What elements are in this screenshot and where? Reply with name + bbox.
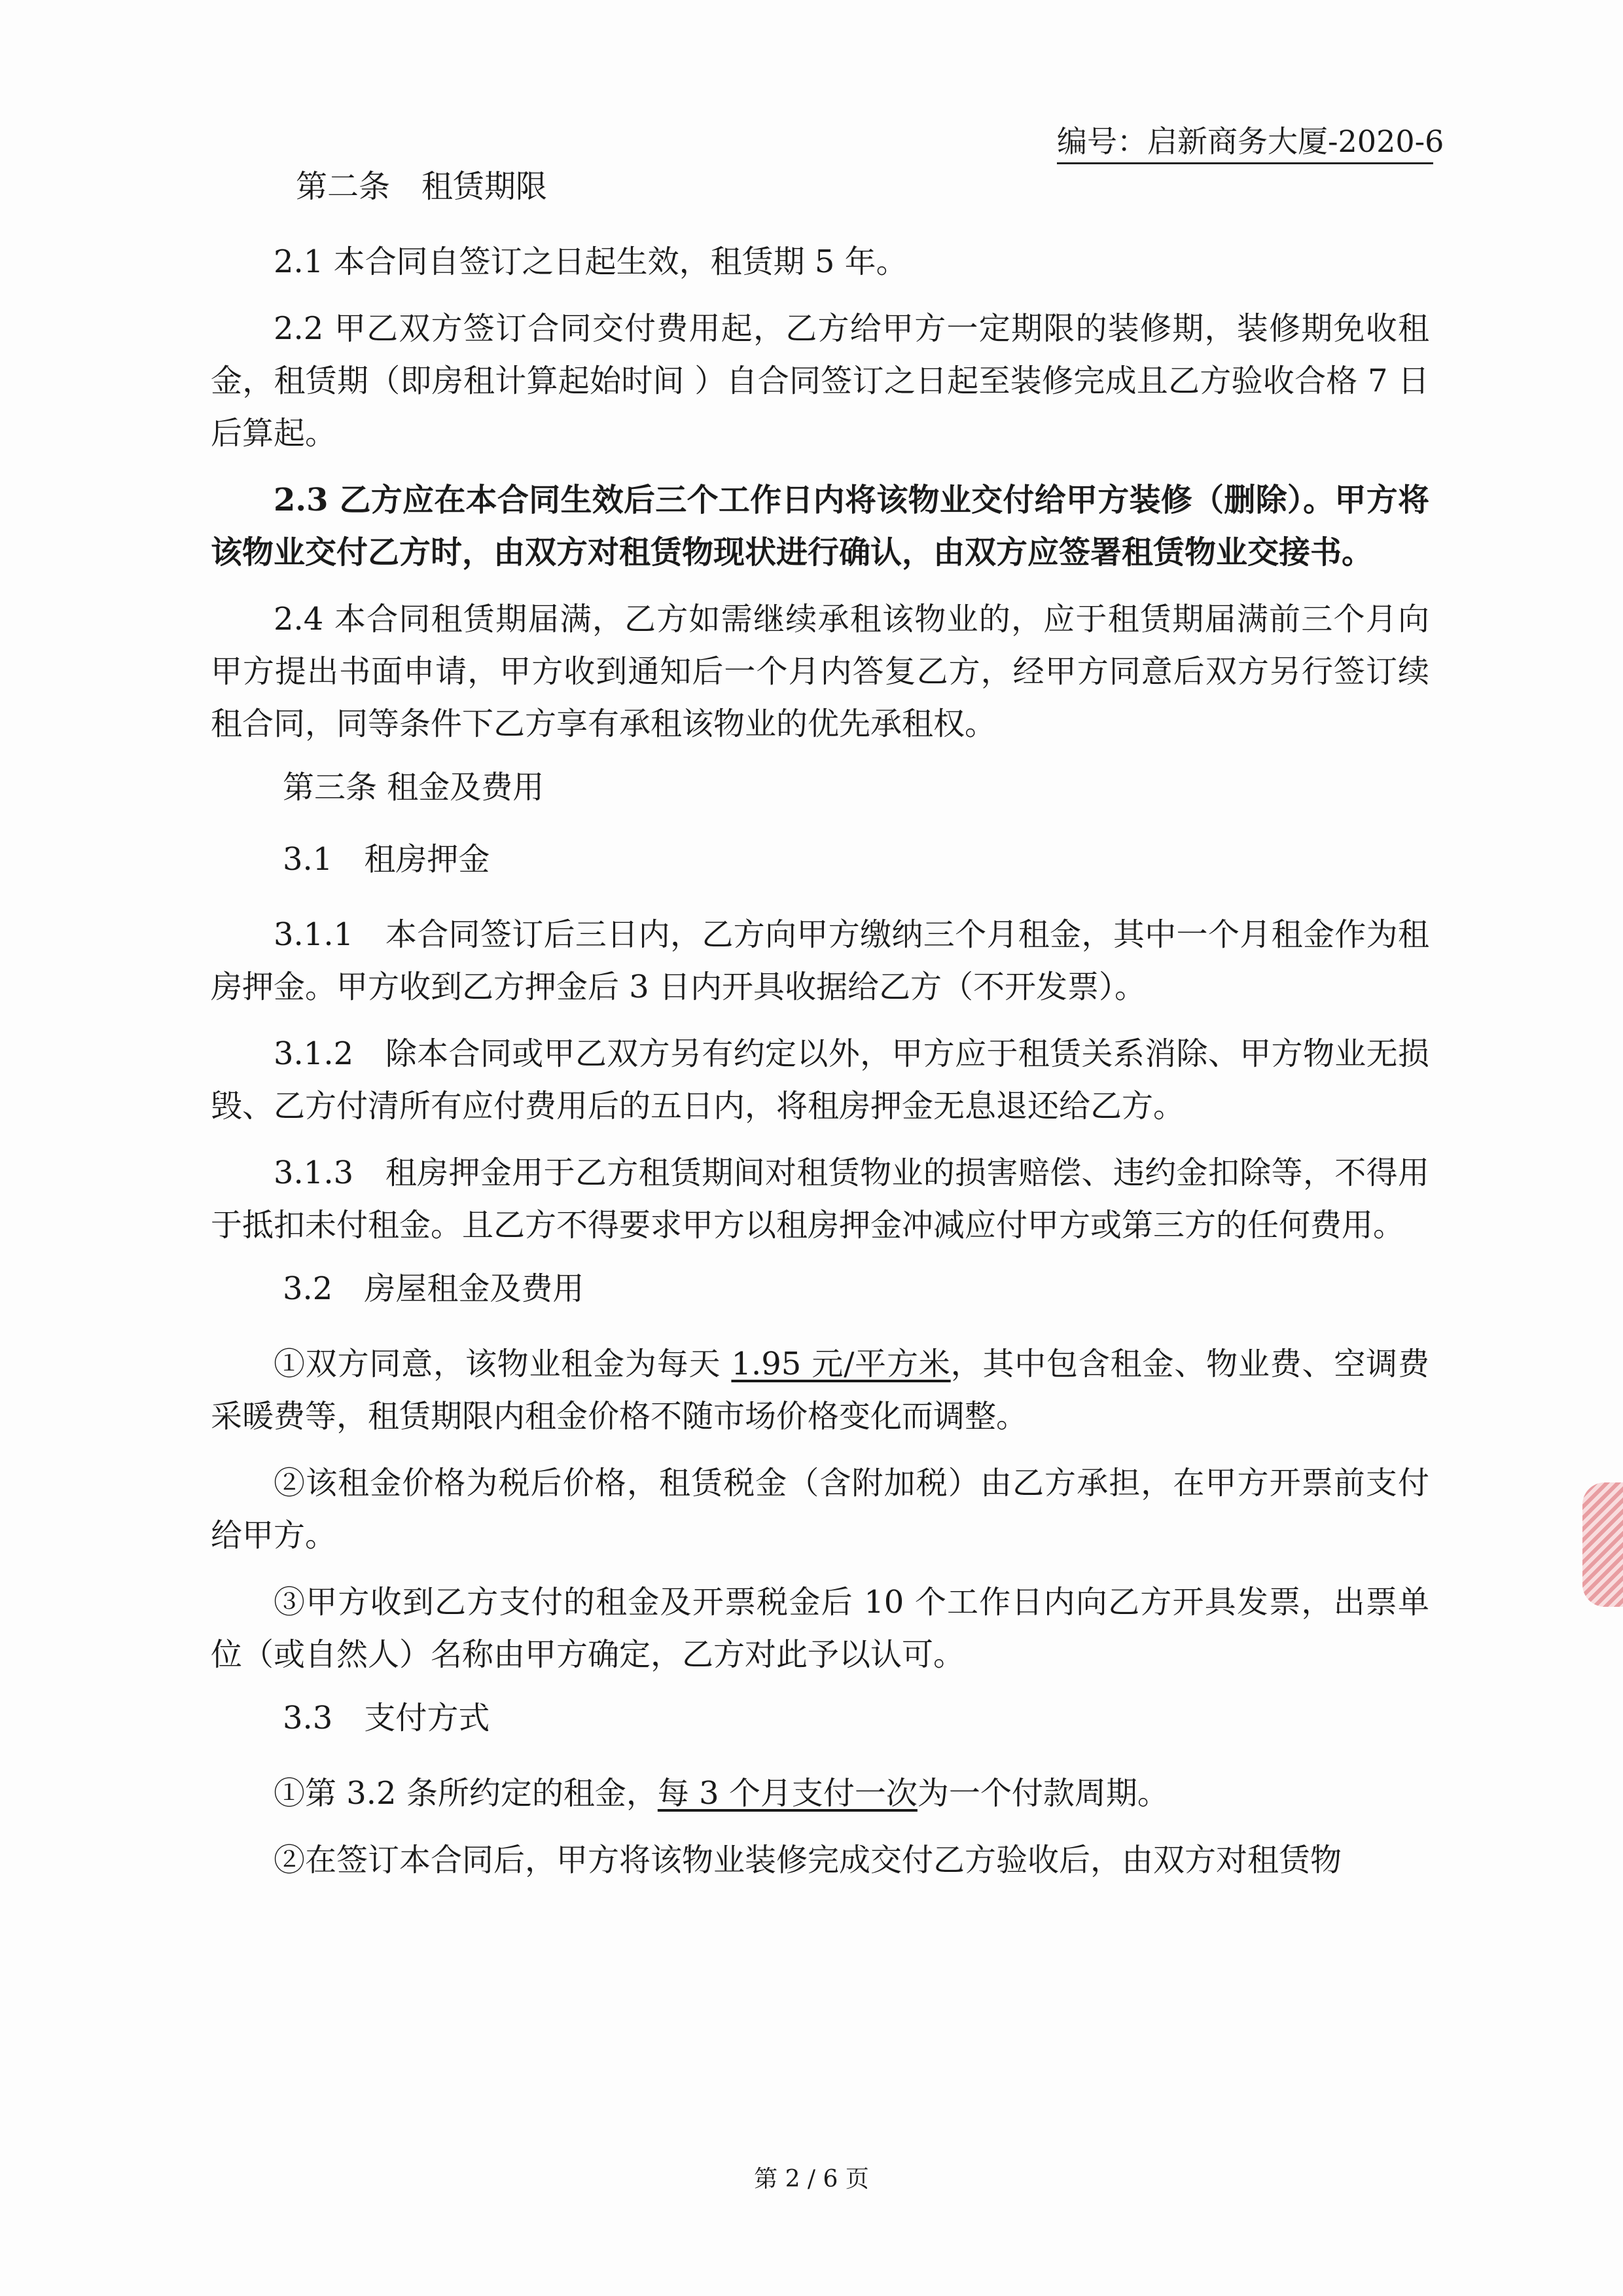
section-3-3-heading: 3.3 支付方式 bbox=[283, 1700, 490, 1736]
rent-rate-suffix: ，其中包含租金、物业费、空调费采暖费等，租赁期限内租金价格不随市场价格变化而调整。 bbox=[211, 1346, 1429, 1435]
clause-2-4: 2.4 本合同租赁期届满，乙方如需继续承租该物业的，应于租赁期届满前三个月向甲方提出书面申请，甲方收到通知后一个月内答复乙方，经甲方同意后双方另行签订续租合同，同等条件下乙方享有承租该物业的优先承租权。 bbox=[211, 601, 1429, 742]
payment-suffix: 为一个付款周期。 bbox=[917, 1775, 1169, 1812]
clause-3-2-b: ②该租金价格为税后价格，租赁税金（含附加税）由乙方承担，在甲方开票前支付给甲方。 bbox=[211, 1465, 1429, 1554]
clause-3-1-3: 3.1.3 租房押金用于乙方租赁期间对租赁物业的损害赔偿、违约金扣除等，不得用于抵扣未付租金。且乙方不得要求甲方以租房押金冲减应付甲方或第三方的任何费用。 bbox=[211, 1155, 1429, 1244]
clause-2-3: 2.3 乙方应在本合同生效后三个工作日内将该物业交付给甲方装修（删除）。甲方将该物业交付乙方时，由双方对租赁物现状进行确认，由双方应签署租赁物业交接书。 bbox=[211, 482, 1429, 571]
article-3-heading: 第三条 租金及费用 bbox=[283, 769, 544, 806]
seal-stamp-fragment bbox=[1582, 1482, 1623, 1607]
clause-2-2: 2.2 甲乙双方签订合同交付费用起，乙方给甲方一定期限的装修期，装修期免收租金，租赁期（即房租计算起始时间 ）自合同签订之日起至装修完成且乙方验收合格 7 日后算起。 bbox=[211, 310, 1429, 452]
page-number: 第 2 / 6 页 bbox=[754, 2166, 869, 2193]
clause-3-2-a bbox=[211, 1338, 1429, 1443]
clause-3-3-a bbox=[211, 1767, 1429, 1820]
article-2-heading: 第二条 租赁期限 bbox=[296, 168, 548, 205]
section-3-1-heading: 3.1 租房押金 bbox=[283, 841, 490, 878]
payment-period: 每 3 个月支付一次 bbox=[657, 1775, 918, 1812]
document-number: 编号：启新商务大厦-2020-6 bbox=[1057, 122, 1433, 164]
rent-rate-prefix: ①双方同意，该物业租金为每天 bbox=[274, 1346, 732, 1382]
payment-prefix: ①第 3.2 条所约定的租金， bbox=[274, 1775, 658, 1812]
rent-rate-value: 1.95 元/平方米 bbox=[731, 1346, 951, 1382]
section-3-2-heading: 3.2 房屋租金及费用 bbox=[283, 1270, 584, 1307]
clause-3-3-b: ②在签订本合同后，甲方将该物业装修完成交付乙方验收后，由双方对租赁物 bbox=[274, 1842, 1342, 1878]
clause-2-1: 2.1 本合同自签订之日起生效，租赁期 5 年。 bbox=[274, 243, 908, 280]
clause-3-1-1: 3.1.1 本合同签订后三日内，乙方向甲方缴纳三个月租金，其中一个月租金作为租房押金。甲方收到乙方押金后 3 日内开具收据给乙方（不开发票）。 bbox=[211, 916, 1429, 1005]
contract-body bbox=[211, 164, 1429, 1901]
clause-3-2-c: ③甲方收到乙方支付的租金及开票税金后 10 个工作日内向乙方开具发票，出票单位（或自然人）名称由甲方确定，乙方对此予以认可。 bbox=[211, 1584, 1429, 1673]
clause-3-1-2: 3.1.2 除本合同或甲乙双方另有约定以外，甲方应于租赁关系消除、甲方物业无损毁、乙方付清所有应付费用后的五日内，将租房押金无息退还给乙方。 bbox=[211, 1035, 1429, 1124]
